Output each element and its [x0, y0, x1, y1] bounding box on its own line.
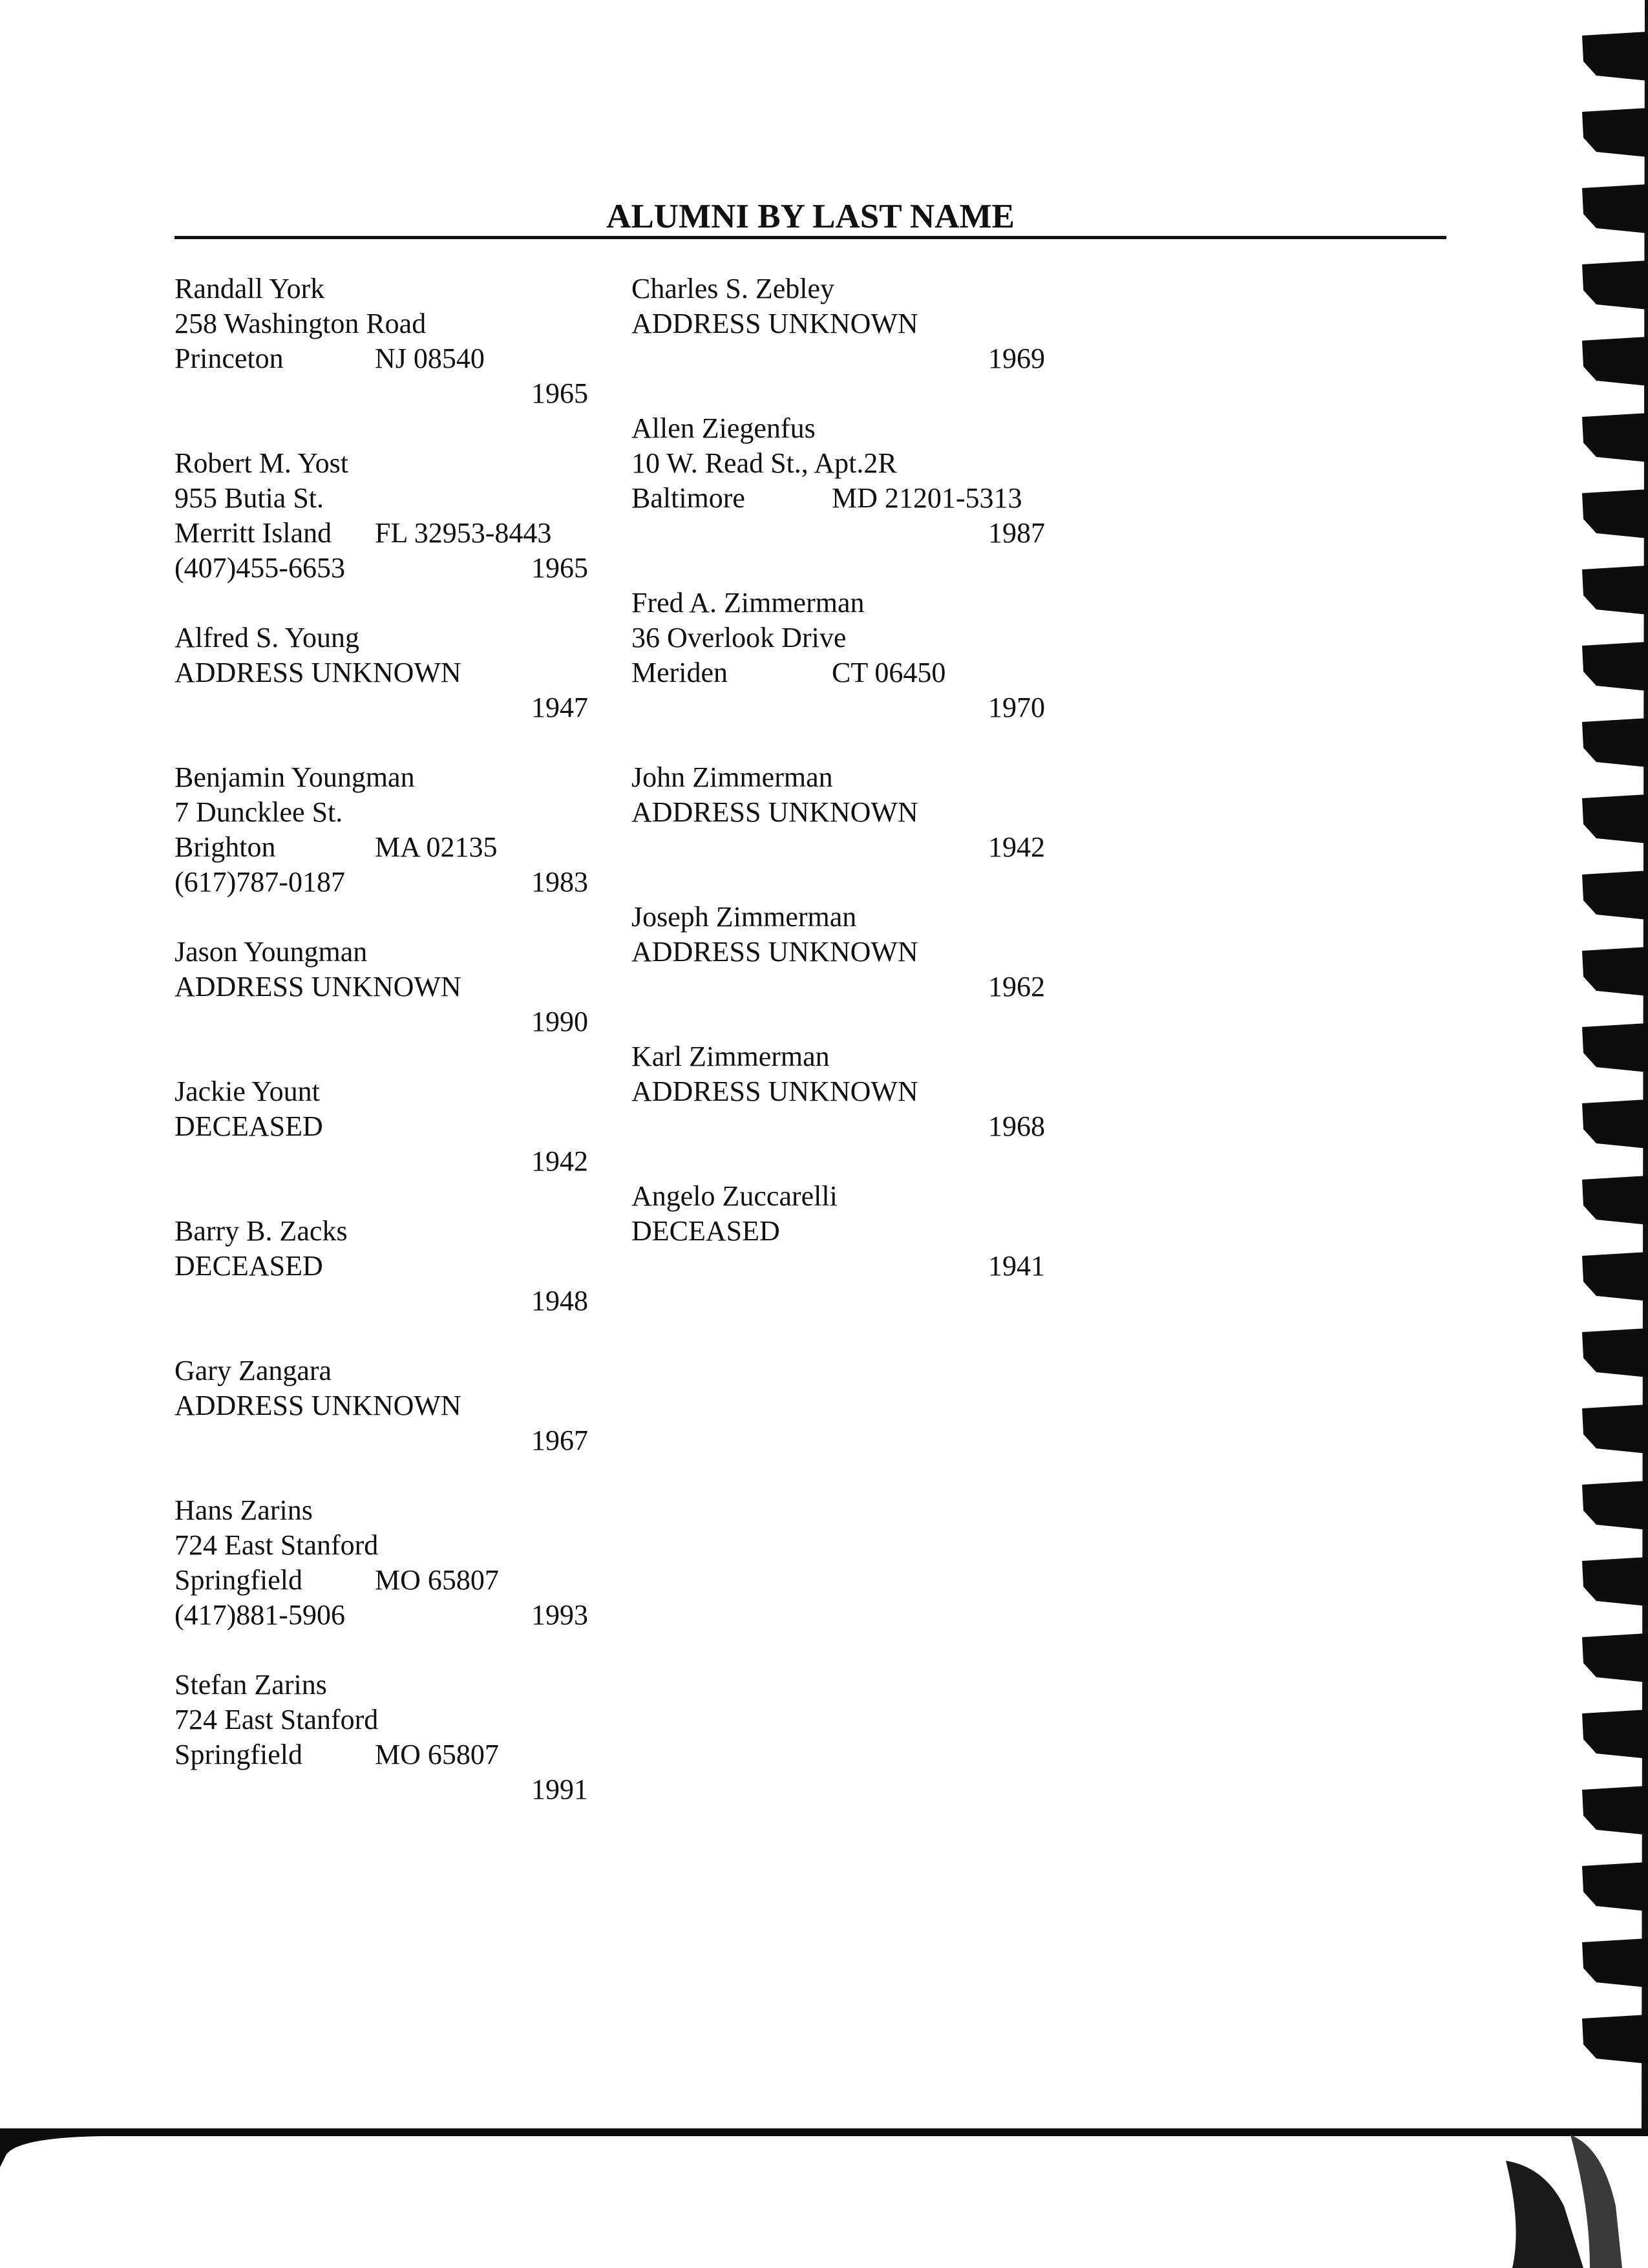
- alumni-year: 1967: [531, 1425, 588, 1456]
- alumni-year: 1962: [988, 971, 1045, 1002]
- page-bottom-edge: [0, 2128, 1648, 2268]
- alumni-year: 1969: [988, 343, 1045, 374]
- binding-ring: [1582, 1328, 1648, 1377]
- alumni-address: ADDRESS UNKNOWN: [631, 796, 918, 828]
- binding-ring: [1582, 1557, 1648, 1606]
- binding-ring: [1582, 260, 1648, 310]
- alumni-city: Springfield: [174, 1564, 302, 1596]
- alumni-year: 1993: [531, 1599, 588, 1631]
- binding-ring: [1582, 642, 1648, 691]
- alumni-address: DECEASED: [631, 1215, 780, 1247]
- binding-ring: [1582, 108, 1648, 157]
- binding-ring: [1582, 489, 1648, 538]
- binding-ring: [1582, 871, 1648, 920]
- alumni-year: 1968: [988, 1110, 1045, 1142]
- binding-ring: [1582, 1404, 1648, 1454]
- alumni-phone: (617)787-0187: [174, 866, 345, 898]
- alumni-year: 1965: [531, 552, 588, 584]
- binding-ring: [1582, 1252, 1648, 1301]
- alumni-address: ADDRESS UNKNOWN: [174, 971, 461, 1002]
- alumni-year: 1942: [988, 831, 1045, 863]
- alumni-address: 955 Butia St.: [174, 482, 324, 514]
- alumni-city: Princeton: [174, 343, 284, 374]
- binding-ring: [1582, 184, 1648, 233]
- alumni-state-zip: NJ 08540: [375, 343, 485, 374]
- binding-ring: [1582, 32, 1648, 81]
- alumni-name: Hans Zarins: [174, 1494, 313, 1526]
- binding-ring: [1582, 1938, 1648, 1987]
- alumni-name: Benjamin Youngman: [174, 761, 415, 793]
- alumni-city: Springfield: [174, 1739, 302, 1770]
- alumni-entry: [631, 411, 1045, 551]
- alumni-entry: [631, 900, 1045, 1004]
- alumni-address: ADDRESS UNKNOWN: [631, 936, 918, 968]
- alumni-entry: [174, 620, 588, 725]
- alumni-city: Meriden: [631, 657, 728, 688]
- alumni-phone: (407)455-6653: [174, 552, 345, 584]
- alumni-name: Robert M. Yost: [174, 447, 348, 479]
- alumni-entry: [174, 1493, 588, 1633]
- alumni-address: DECEASED: [174, 1250, 323, 1282]
- alumni-name: Alfred S. Young: [174, 622, 360, 653]
- alumni-year: 1990: [531, 1006, 588, 1037]
- alumni-year: 1948: [531, 1285, 588, 1317]
- alumni-year: 1983: [531, 866, 588, 898]
- alumni-name: John Zimmerman: [631, 761, 833, 793]
- binding-ring: [1582, 1023, 1648, 1072]
- binding-ring: [1582, 1786, 1648, 1835]
- alumni-state-zip: MD 21201-5313: [832, 482, 1022, 514]
- alumni-name: Angelo Zuccarelli: [631, 1180, 838, 1212]
- alumni-city: Baltimore: [631, 482, 745, 514]
- alumni-entry: [174, 446, 588, 586]
- alumni-name: Allen Ziegenfus: [631, 412, 816, 444]
- binding-ring: [1582, 1176, 1648, 1225]
- alumni-address: 258 Washington Road: [174, 308, 427, 339]
- binding-ring: [1582, 1099, 1648, 1149]
- alumni-entry: [174, 1668, 588, 1807]
- alumni-name: Jason Youngman: [174, 936, 368, 968]
- page-title: ALUMNI BY LAST NAME: [606, 198, 1015, 235]
- alumni-entry: [631, 760, 1045, 865]
- alumni-state-zip: MA 02135: [375, 831, 498, 863]
- alumni-entry: [631, 271, 1045, 376]
- alumni-address: ADDRESS UNKNOWN: [631, 1076, 918, 1107]
- alumni-name: Fred A. Zimmerman: [631, 587, 865, 619]
- alumni-entry: [631, 1179, 1045, 1284]
- alumni-year: 1987: [988, 517, 1045, 549]
- alumni-name: Karl Zimmerman: [631, 1041, 830, 1072]
- alumni-address: 36 Overlook Drive: [631, 622, 847, 653]
- alumni-entry: [174, 271, 588, 411]
- alumni-entry: [174, 1214, 588, 1319]
- alumni-address: ADDRESS UNKNOWN: [174, 657, 461, 688]
- alumni-entry: [174, 935, 588, 1039]
- alumni-year: 1941: [988, 1250, 1045, 1282]
- alumni-address: 7 Duncklee St.: [174, 796, 343, 828]
- alumni-name: Randall York: [174, 273, 325, 304]
- alumni-phone: (417)881-5906: [174, 1599, 345, 1631]
- alumni-state-zip: FL 32953-8443: [375, 517, 552, 549]
- binding-ring: [1582, 413, 1648, 462]
- binding-ring: [1582, 794, 1648, 843]
- alumni-city: Brighton: [174, 831, 276, 863]
- alumni-year: 1942: [531, 1145, 588, 1177]
- alumni-address: ADDRESS UNKNOWN: [631, 308, 918, 339]
- binding-ring: [1582, 1481, 1648, 1530]
- alumni-entry: [631, 586, 1045, 725]
- alumni-year: 1947: [531, 692, 588, 723]
- alumni-city: Merritt Island: [174, 517, 332, 549]
- alumni-name: Jackie Yount: [174, 1076, 320, 1107]
- binding-ring: [1582, 566, 1648, 615]
- alumni-state-zip: MO 65807: [375, 1564, 499, 1596]
- alumni-state-zip: MO 65807: [375, 1739, 499, 1770]
- alumni-entry: [174, 1074, 588, 1179]
- binding-ring: [1582, 1710, 1648, 1759]
- alumni-address: 724 East Stanford: [174, 1704, 379, 1735]
- title-rule: [174, 236, 1446, 239]
- binding-ring: [1582, 947, 1648, 996]
- binding-ring: [1582, 718, 1648, 767]
- binding-ring: [1582, 2015, 1648, 2064]
- alumni-name: Joseph Zimmerman: [631, 901, 857, 933]
- alumni-name: Stefan Zarins: [174, 1669, 327, 1701]
- alumni-address: ADDRESS UNKNOWN: [174, 1390, 461, 1421]
- alumni-name: Barry B. Zacks: [174, 1215, 348, 1247]
- alumni-entry: [174, 1353, 588, 1458]
- alumni-name: Gary Zangara: [174, 1355, 332, 1386]
- alumni-address: 10 W. Read St., Apt.2R: [631, 447, 897, 479]
- alumni-year: 1991: [531, 1774, 588, 1805]
- alumni-state-zip: CT 06450: [832, 657, 946, 688]
- alumni-address: DECEASED: [174, 1110, 323, 1142]
- binding-ring: [1582, 337, 1648, 386]
- alumni-entry: [631, 1039, 1045, 1144]
- alumni-name: Charles S. Zebley: [631, 273, 835, 304]
- binding-ring: [1582, 1633, 1648, 1682]
- alumni-year: 1965: [531, 377, 588, 409]
- spiral-binding: [1577, 0, 1648, 2133]
- alumni-year: 1970: [988, 692, 1045, 723]
- binding-ring: [1582, 1862, 1648, 1911]
- alumni-address: 724 East Stanford: [174, 1529, 379, 1561]
- alumni-entry: [174, 760, 588, 900]
